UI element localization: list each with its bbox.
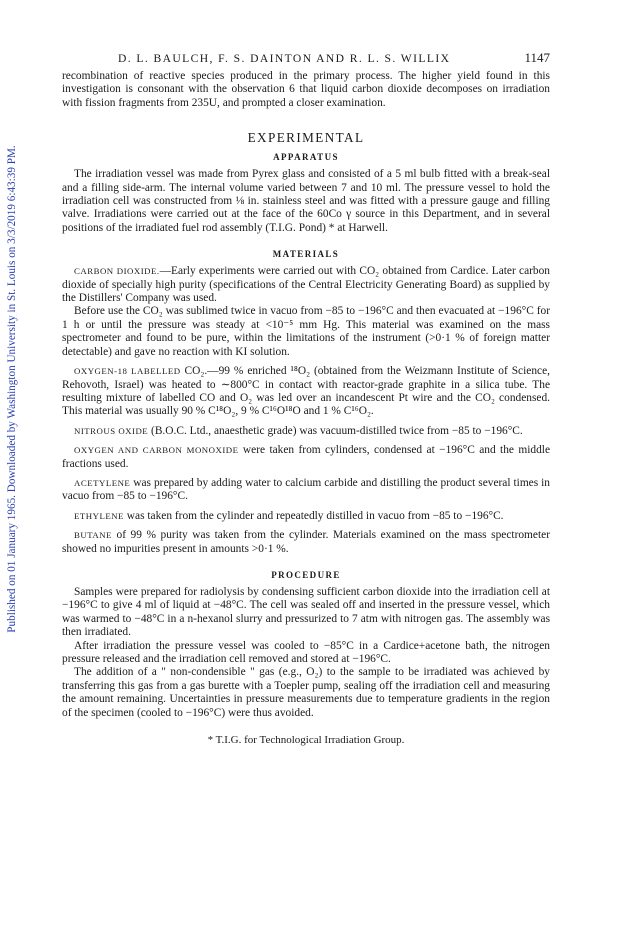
materials-item (62, 477, 550, 504)
apparatus-paragraph: The irradiation vessel was made from Pyrex glass and consisted of a 5 ml bulb fitted with a break-seal and a filling side-arm. The internal volume varied between 7 and 10 ml. The pressure vessel to hold the irradiation cell was constructed from ⅛ in. stainless steel and was fitted with a pressure gauge and filling valve. Irradiations were carried out at the face of the 60Co γ source in this Department, and in several positions of the irradiated fuel rod assembly (T.I.G. Pond) * at Harwell. (62, 168, 550, 234)
materials-item (62, 365, 550, 419)
materials-item (62, 305, 550, 359)
material-label: OXYGEN AND CARBON MONOXIDE (74, 445, 239, 456)
running-header (62, 52, 550, 70)
material-text: —Early experiments were carried out with CO₂ obtained from Cardice. Later carbon dioxide of specially high purity (specifications of the Central Electricity Generating Board) as supplied by the Distillers' Company was used. (62, 265, 551, 305)
material-label: ETHYLENE (74, 510, 124, 521)
material-label: ACETYLENE (74, 477, 131, 488)
procedure-paragraph: After irradiation the pressure vessel was cooled to −85°C in a Cardice+acetone bath, the nitrogen pressure released and the irradiation cell removed and stored at −196°C. (62, 639, 550, 665)
download-sidebar-note: Published on 01 January 1965. Downloaded by Washington University in St. Louis on 3/3/2019 6:43:39 PM. (6, 145, 18, 633)
material-label: CARBON DIOXIDE. (74, 266, 160, 277)
subheading-procedure: PROCEDURE (271, 569, 341, 580)
intro-paragraph: recombination of reactive species produced in the primary process. The higher yield found in this investigation is consonant with the observation 6 that liquid carbon dioxide decomposes on irradiation with fission fragments from 235U, and prompted a closer examination. (62, 70, 550, 109)
material-text: Before use the CO₂ was sublimed twice in vacuo from −85 to −196°C and then evacuated at −196°C for 1 h or until the pressure was steady at <10⁻⁵ mm Hg. This material was examined on the mass spectrometer and found to be pure, within the limitations of the instrument (>0·1 % of foreign matter detectable) and gave no reaction with KI solution. (62, 305, 550, 358)
page-number: 1147 (524, 50, 550, 65)
material-text: was prepared by adding water to calcium carbide and distilling the product several times in vacuo from −85 to −196°C. (62, 476, 550, 503)
materials-item (62, 510, 550, 523)
material-text: were taken from cylinders, condensed at −196°C and the middle fractions used. (62, 444, 550, 470)
material-label: BUTANE (74, 530, 112, 541)
material-label: OXYGEN-18 LABELLED (74, 366, 181, 377)
material-text: of 99 % purity was taken from the cylinder. Materials examined on the mass spectrometer showed no impurities present in amounts >0·1 %. (62, 529, 550, 555)
material-label: NITROUS OXIDE (74, 425, 149, 436)
procedure-paragraph: Samples were prepared for radiolysis by condensing sufficient carbon dioxide into the irradiation cell at −196°C to give 4 ml of liquid at −48°C. The cell was sealed off and inserted in the pressure vessel, which was warmed to −48°C in a n-hexanol slurry and pressurized to 7 atm with nitrogen gas. The assembly was then irradiated. (62, 585, 550, 639)
journal-page (62, 52, 550, 746)
materials-item (62, 265, 550, 305)
subheading-materials: MATERIALS (272, 249, 340, 260)
section-heading-experimental: EXPERIMENTAL (247, 130, 365, 146)
material-text: (B.O.C. Ltd., anaesthetic grade) was vacuum-distilled twice from −85 to −196°C. (148, 424, 523, 437)
material-text: was taken from the cylinder and repeatedly distilled in vacuo from −85 to −196°C. (123, 509, 504, 522)
subheading-apparatus: APPARATUS (273, 152, 339, 163)
materials-item (62, 425, 550, 438)
procedure-paragraph: The addition of a " non-condensible " gas (e.g., O₂) to the sample to be irradiated was achieved by transferring this gas from a gas burette with a Toepler pump, sealing off the irradiation cell and measuring the amount remaining. Uncertainties in pressure measurements due to temperature gradients in the region of the specimen (cooled to −196°C) were thus avoided. (62, 666, 550, 719)
materials-item (62, 529, 550, 556)
material-text: CO₂.—99 % enriched ¹⁸O₂ (obtained from the Weizmann Institute of Science, Rehovoth, Israel) was heated to ∼800°C in contact with reactor-grade graphite in a silica tube. The resulting mixture of labelled CO and O₂ was led over an incandescent Pt wire and the CO₂ condensed. This material was usually 90 % C¹⁸O₂, 9 % C¹⁶O¹⁸O and 1 % C¹⁶O₂. (62, 365, 550, 418)
footnote: * T.I.G. for Technological Irradiation Group. (207, 734, 405, 747)
materials-item (62, 444, 550, 471)
header-authors: D. L. BAULCH, F. S. DAINTON AND R. L. S. WILLIX (118, 52, 451, 65)
